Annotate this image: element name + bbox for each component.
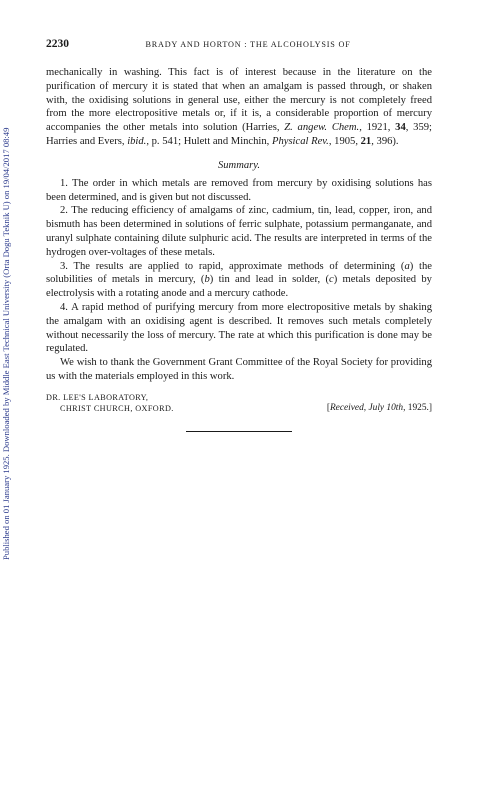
summary-point-3-text-b: ) the solubilities of metals in mercury, ( (46, 260, 432, 286)
summary-point-3-letter-a: a (404, 260, 410, 272)
journal-page (46, 38, 432, 432)
article-body (46, 66, 432, 384)
ref1-year: , 1921, (359, 122, 396, 134)
summary-point-3-letter-c: c (329, 274, 334, 286)
summary-point-3-text-d: ) metals deposited by electrolysis with a rotating anode and a mercury cathode. (46, 274, 432, 300)
ref3-page: , 396). (371, 135, 399, 147)
summary-point-3-letter-b: b (204, 274, 210, 286)
ref2-ibid: ibid. (127, 135, 147, 147)
intro-paragraph (46, 66, 432, 149)
summary-point-1: 1. The order in which metals are removed from mercury by oxidising solutions has been determined, and is given but not discussed. (46, 177, 432, 203)
summary-point-3 (46, 260, 432, 301)
ref3-journal: Physical Rev. (271, 135, 329, 147)
ref3-volume: 21 (360, 135, 372, 147)
ref1-page: , 359; Harries and Evers, (46, 122, 432, 147)
lab-line-2: CHRIST CHURCH, OXFORD. (60, 404, 174, 414)
received-label: Received, July 10th (329, 403, 404, 414)
ref2-rest: , p. 541; Hulett and Minchin, (146, 135, 272, 147)
signoff (46, 392, 432, 415)
summary-point-4: 4. A rapid method of purifying mercury from more electropositive metals by shaking the amalgam with an oxidising agent is described. It removes such metals completely without necessarily the loss of mercury. The rate at which this purification is done may be regulated. (46, 301, 432, 355)
summary-heading: Summary. (217, 159, 261, 171)
summary-point-2: 2. The reducing efficiency of amalgams of zinc, cadmium, tin, lead, copper, iron, and bismuth has been determined in solutions of ferric sulphate, potassium permanganate, and uranyl sulphate containing dilute sulphuric acid. The results are interpreted in terms of the hydrogen over-voltages of these metals. (46, 205, 432, 258)
received-year: , 1925.] (403, 403, 432, 414)
received-bracket-open: [ (326, 403, 330, 414)
laboratory-address (46, 392, 174, 415)
lab-line-1: DR. LEE'S LABORATORY, (46, 392, 149, 402)
ref1-journal: Z. angew. Chem. (284, 122, 360, 134)
download-notice-margin (0, 0, 14, 560)
download-notice: Published on 01 January 1925. Downloaded by Middle East Technical University (Orta Dogu Teknik U) on 19/04/2017 08:49 (1, 127, 11, 560)
summary-point-3-text-c: ) tin and lead in solder, ( (209, 274, 330, 286)
running-title: BRADY AND HORTON : THE ALCOHOLYSIS OF (145, 40, 351, 49)
page-header (46, 38, 432, 54)
acknowledgement: We wish to thank the Government Grant Committee of the Royal Society for providing us with the materials employed in this work. (46, 357, 432, 382)
intro-text: mechanically in washing. This fact is of interest because in the literature on the purification of mercury it is stated that when an amalgam is passed through, or shaken with, the oxidising solutions in general use, either the mercury is not completely freed from the more electropositive metals or, if it is, a considerable proportion of mercury accompanies the other metals into solution (Harries, (46, 67, 432, 134)
end-rule (186, 431, 292, 432)
received-date (327, 403, 432, 415)
ref3-year: , 1905, (328, 135, 361, 147)
page-number: 2230 (46, 38, 69, 50)
summary-point-3-text-a: 3. The results are applied to rapid, approximate methods of determining ( (60, 260, 405, 272)
ref1-volume: 34 (395, 122, 406, 134)
